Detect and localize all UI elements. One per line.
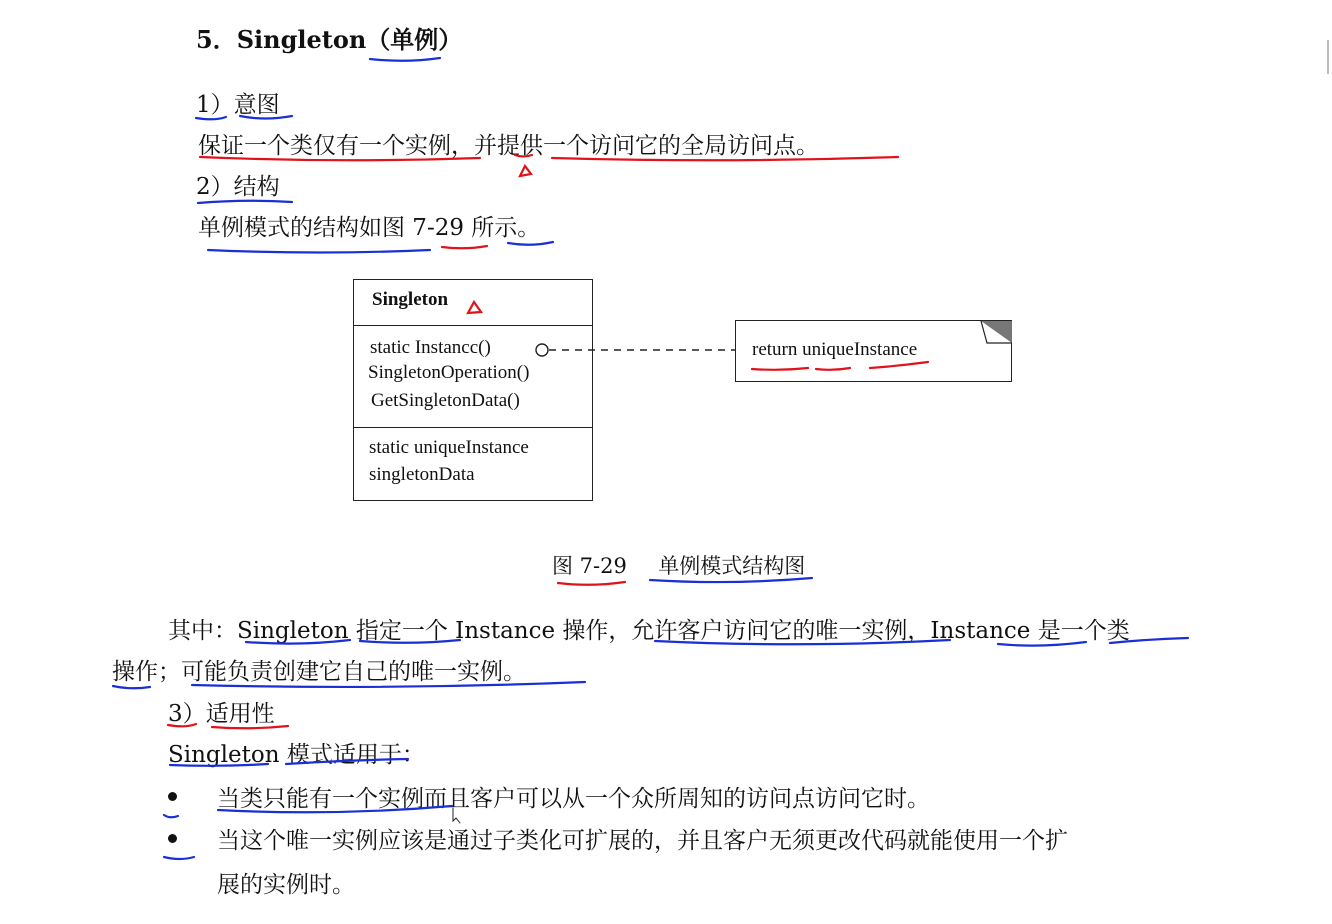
operation-item: static Instancc() [370,337,491,358]
attribute-item: singletonData [369,464,475,485]
cursor-icon [453,808,460,823]
scrollbar[interactable] [1324,0,1332,924]
description-line: 其中：Singleton 指定一个 Instance 操作，允许客户访问它的唯一实例，Instance 是一个类 [168,618,1130,644]
intent-text: 保证一个类仅有一个实例，并提供一个访问它的全局访问点。 [198,133,819,159]
note-text: return uniqueInstance [752,339,918,360]
attribute-item: static uniqueInstance [369,437,529,458]
caption-number: 图 7-29 [552,554,627,578]
caption-text: 单例模式结构图 [658,554,806,578]
intent-heading: 1）意图 [196,92,280,118]
description-line: 操作；可能负责创建它自己的唯一实例。 [112,659,526,685]
applicability-intro: Singleton 模式适用于： [168,742,425,768]
bullet-item: 当这个唯一实例应该是通过子类化可扩展的，并且客户无须更改代码就能使用一个扩 [217,828,1068,854]
class-name: Singleton [372,289,449,310]
operation-item: SingletonOperation() [368,362,530,383]
structure-text: 单例模式的结构如图 7-29 所示。 [198,215,541,241]
structure-heading: 2）结构 [196,174,280,200]
scrollbar-thumb[interactable] [1327,40,1329,74]
section-title: 5．Singleton（单例） [196,25,463,54]
applicability-heading: 3）适用性 [168,701,275,727]
red-underlines [168,155,928,728]
blue-underlines [113,58,1188,859]
bullet-item-continuation: 展的实例时。 [217,872,355,898]
operation-item: GetSingletonData() [371,390,520,411]
bullet-item: 当类只能有一个实例而且客户可以从一个众所周知的访问点访问它时。 [217,786,930,812]
